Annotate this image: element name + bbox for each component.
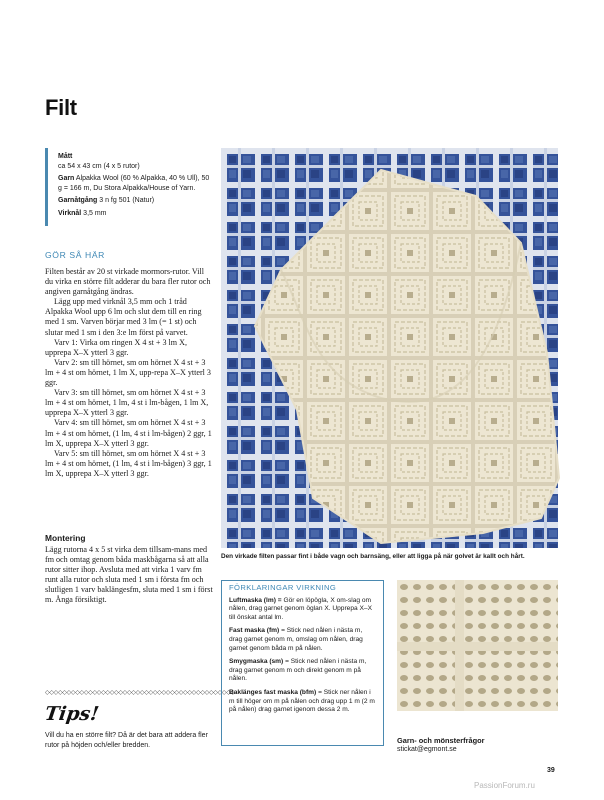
page-title: Filt	[45, 95, 77, 120]
assembly-text: Lägg rutorna 4 x 5 st virka dem tillsam-mans med fm och omtag genom båda maskbågarna så att alla rutor sitter ihop. Avsluta med att virka 1 varv fm runt alla rutor och sluta med 1 sm i första fm och slutligen 1 varv baklängesfm, sluta med 1 sm i först m. Ånga försiktigt.	[45, 545, 213, 605]
page-number: 39	[547, 767, 555, 774]
contact-heading: Garn- och mönsterfrågor	[397, 736, 485, 745]
glossary-definition: = Stick ner nålen i m till höger om m på nålen och drag upp 1 m (2 m på nålen) drag garnet igenom dessa 2 m.	[229, 688, 375, 714]
instruction-round-4: Varv 4: sm till hörnet, sm om hörnet X 4 st + 3 lm + 4 st om hörnet, (1 lm, 4 st i lm-bågen) 2 ggr, 1 lm X, upprepa X–X ytterl 3 ggr.	[45, 418, 212, 448]
size-row	[58, 152, 213, 171]
instructions	[45, 267, 213, 479]
size-label: Mått	[58, 153, 73, 160]
tips-text: Vill du ha en större filt? Då är det bara att addera fler rutor på höjden och/eller bredden.	[45, 732, 208, 749]
hook-value: 3,5 mm	[83, 209, 107, 217]
instruction-round-3: Varv 3: sm till hörnet, sm om hörnet X 4 st + 3 lm + 4 st om hörnet, 1 lm, 4 st i lm-bågen, 1 lm X, upprepa X–X ytterl 3 ggr.	[45, 388, 209, 418]
glossary-definition: = Stick ned nålen i nästa m, drag garnet genom m, omslag om nålen, drag garnet genom båda m på nålen.	[229, 627, 363, 652]
glossary-term: Luftmaska (lm) =	[229, 596, 282, 604]
instruction-round-5: Varv 5: sm till hörnet, sm om hörnet X 4 st + 3 lm + 4 st om hörnet, (1 lm, 4 st i lm-bågen) 3 ggr, 1 lm X, upprepa X–X ytterl 3 ggr.	[45, 448, 212, 478]
photo-caption: Den virkade filten passar fint i både vagn och barnsäng, eller att ligga på när golvet är kallt och hårt.	[221, 553, 525, 560]
watermark: PassionForum.ru	[474, 781, 535, 790]
diamond-divider: ◇◇◇◇◇◇◇◇◇◇◇◇◇◇◇◇◇◇◇◇◇◇◇◇◇◇◇◇◇◇◇◇◇◇◇◇◇◇◇◇◇◇◇◇	[45, 690, 235, 696]
glossary-box	[221, 580, 384, 746]
assembly-heading: Montering	[45, 533, 86, 543]
amount-label: Garnåtgång	[58, 197, 98, 205]
glossary-item	[229, 627, 376, 653]
instruction-round-2: Varv 2: sm till hörnet, sm om hörnet X 4 st + 3 lm + 4 st om hörnet, 1 lm X, upp-repa X–X ytterl 3 ggr.	[45, 357, 211, 388]
instruction-paragraph: Lägg upp med virknål 3,5 mm och 1 tråd Alpakka Wool upp 6 lm och slut dem till en ring med 1 sm. Varven börjar med 3 lm (= 1 st) och slutar med 1 sm i den 3:e lm först på varvet.	[45, 297, 202, 337]
blanket-photo	[221, 148, 558, 548]
glossary-term: Fast maska (fm)	[229, 627, 280, 635]
instruction-paragraph: Filten består av 20 st virkade mormors-rutor. Vill du virka en större filt adderar du bara fler rutor och angiven garnåtgång ändras.	[45, 267, 211, 297]
amount-row	[58, 196, 213, 206]
tips-logo: Tips!	[43, 703, 101, 725]
contact-email[interactable]: stickat@egmont.se	[397, 746, 457, 753]
glossary-item	[229, 597, 376, 623]
yarn-row	[58, 174, 213, 193]
glossary-definition: = Stick ned nålen i nästa m, drag garnet genom m och direkt genom m på nålen.	[229, 658, 367, 683]
hook-row	[58, 209, 213, 219]
size-value: ca 54 x 43 cm (4 x 5 rutor)	[58, 162, 140, 170]
glossary-term: Baklänges fast maska (bfm)	[229, 688, 317, 696]
glossary-item	[229, 658, 376, 684]
glossary-term: Smygmaska (sm)	[229, 658, 284, 666]
materials-box	[45, 148, 213, 226]
glossary-item	[229, 689, 376, 715]
closeup-photo	[397, 580, 558, 711]
amount-value: 3 n fg 501 (Natur)	[99, 197, 155, 205]
glossary-definition: Gör en löpögla, X om-slag om nålen, drag garnet genom öglan X. Upprepa X–X till önskat antal lm.	[229, 596, 372, 621]
section-heading: GÖR SÅ HÄR	[45, 250, 105, 260]
hook-label: Virknål	[58, 209, 82, 217]
instruction-round-1: Varv 1: Virka om ringen X 4 st + 3 lm X, upprepa X–X ytterl 3 ggr.	[45, 337, 187, 357]
glossary-heading: FÖRKLARINGAR VIRKNING	[229, 583, 337, 592]
yarn-value: Alpakka Wool (60 % Alpakka, 40 % Ull), 50 g = 166 m, Du Stora Alpakka/House of Yarn.	[58, 175, 210, 192]
yarn-label: Garn	[58, 175, 75, 183]
